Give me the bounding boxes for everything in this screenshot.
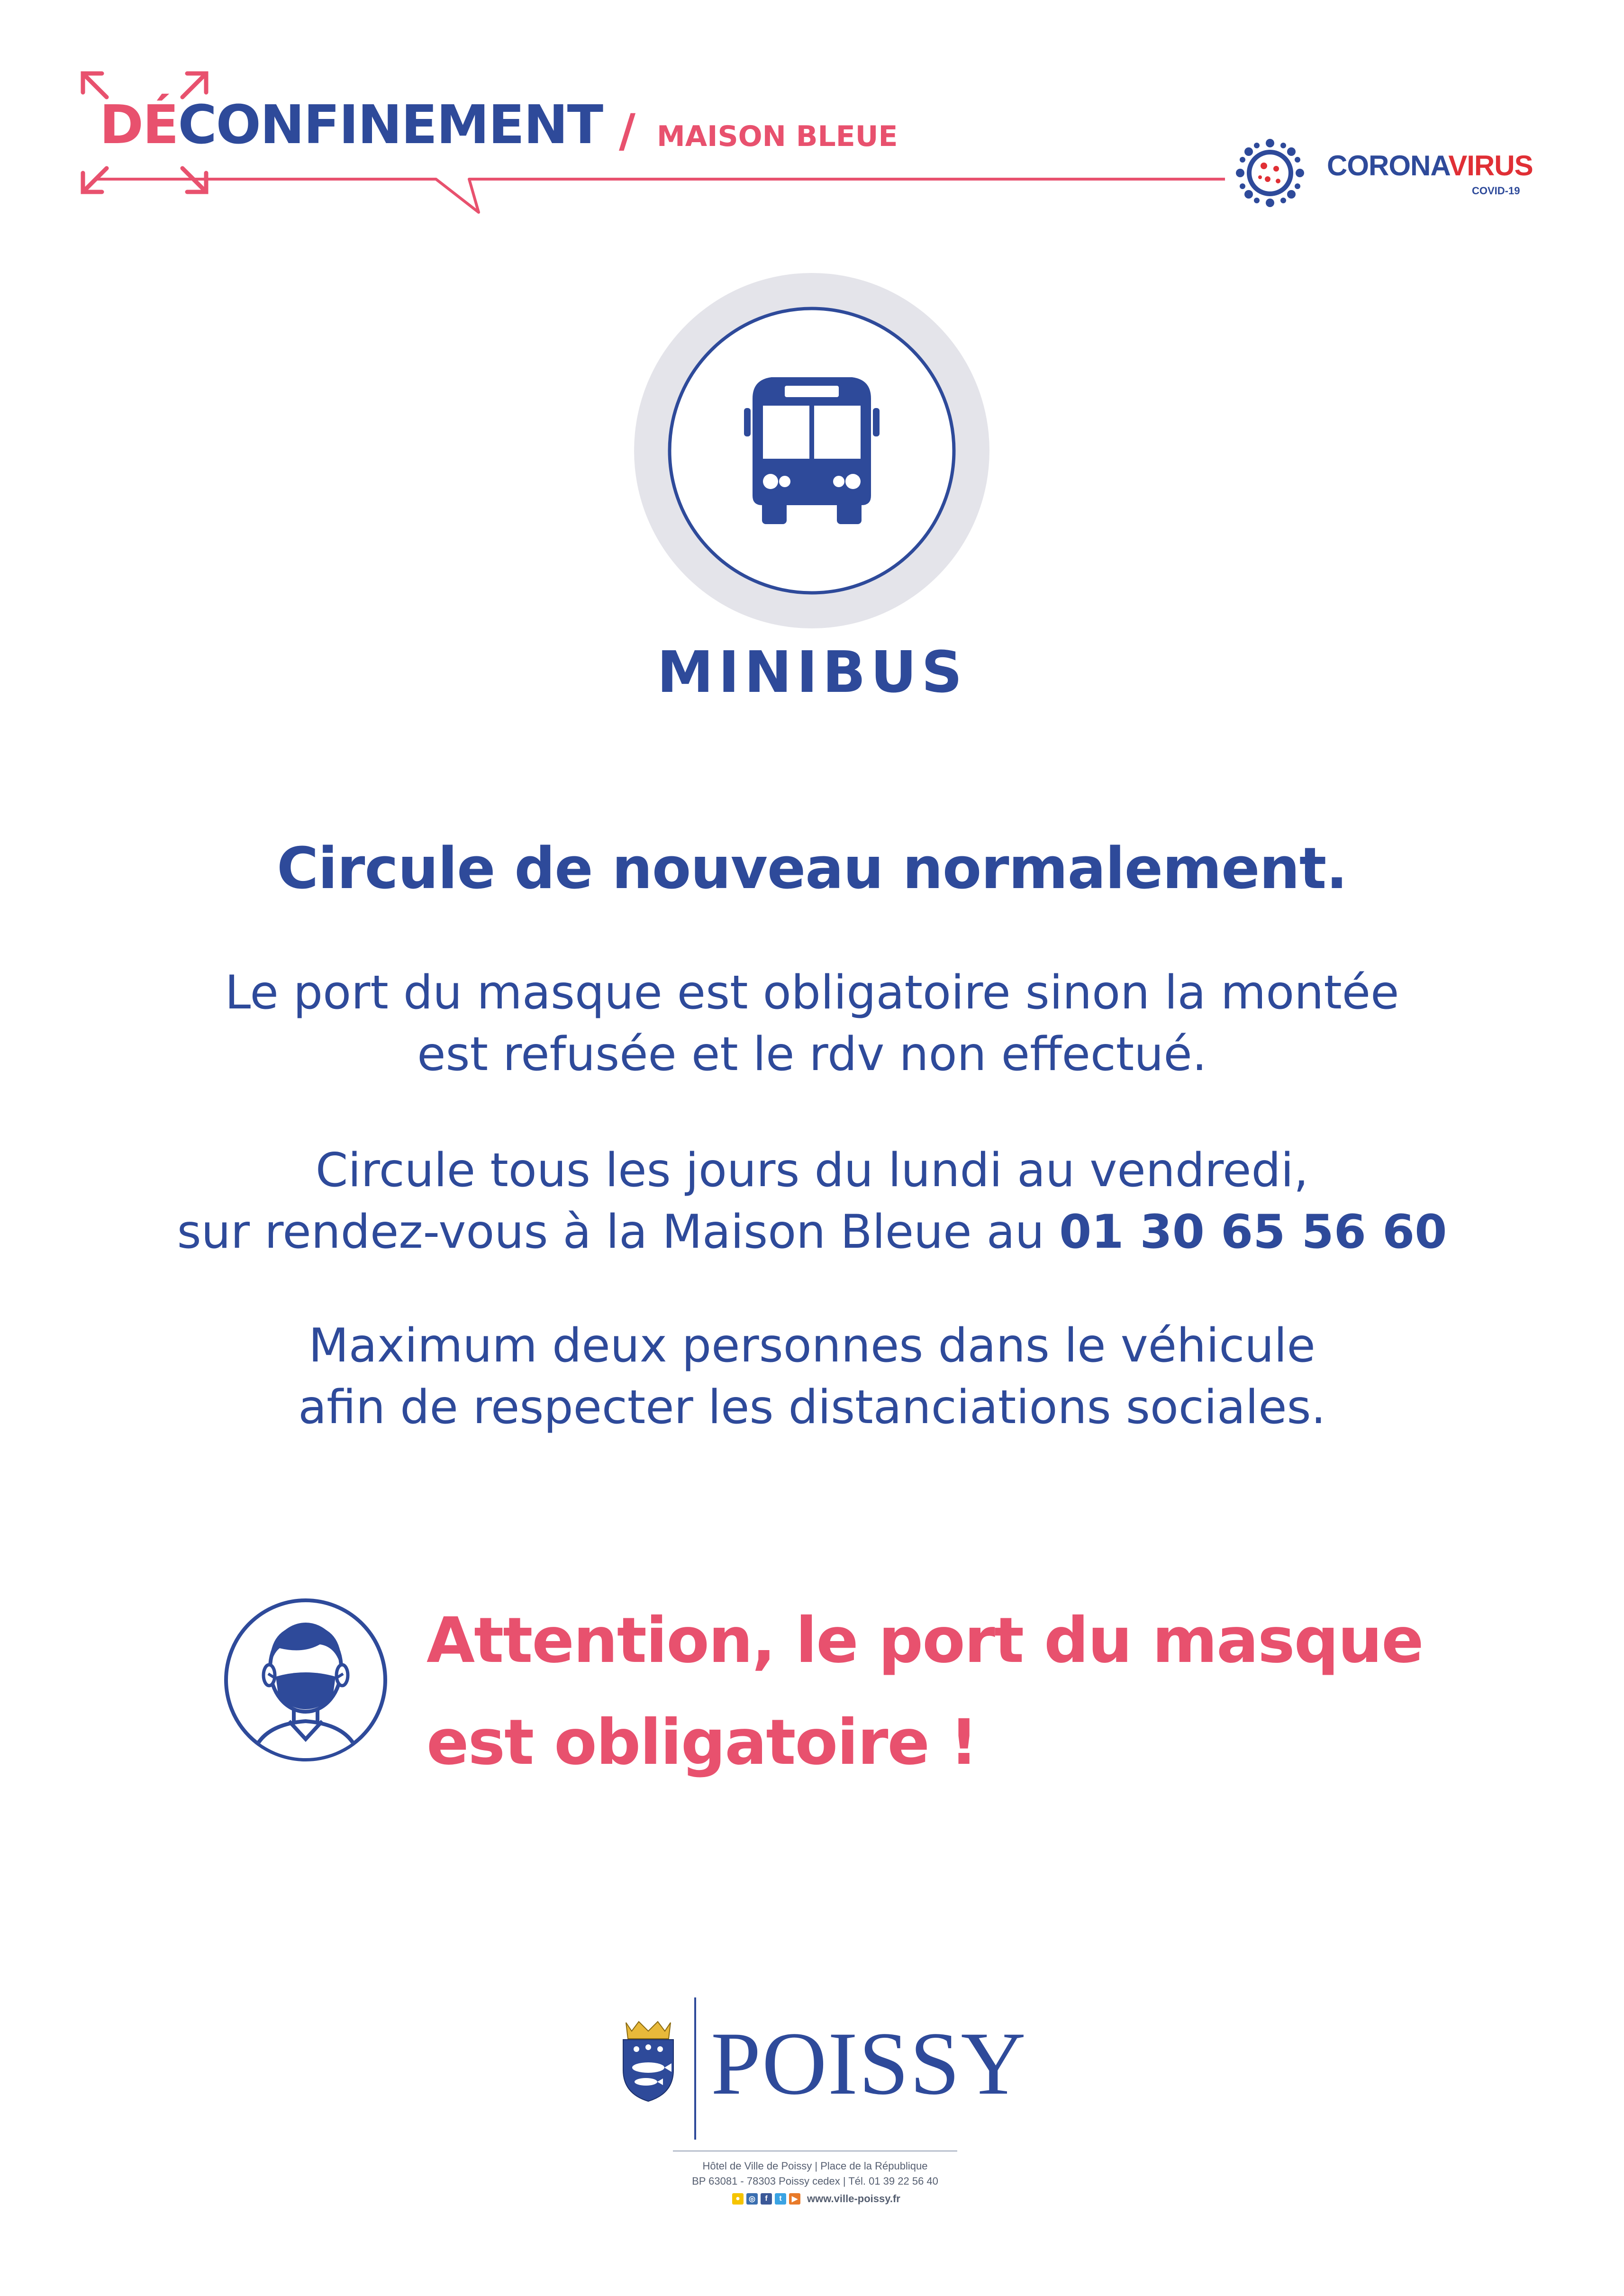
- header-title-accent: DÉ: [100, 94, 178, 156]
- header-separator: /: [619, 104, 636, 157]
- capacity-line-1: Maximum deux personnes dans le véhicule: [308, 1319, 1316, 1373]
- twitter-icon[interactable]: t: [775, 2193, 786, 2205]
- bus-icon: [744, 377, 880, 524]
- header-title-rest: CONFINEMENT: [178, 94, 603, 156]
- website-link[interactable]: www.ville-poissy.fr: [807, 2193, 900, 2205]
- corona-sublabel: COVID-19: [1472, 185, 1520, 197]
- corona-label: [1327, 152, 1533, 180]
- youtube-icon[interactable]: ▶: [789, 2193, 800, 2205]
- warning-message: [426, 1590, 1564, 1794]
- warning-line-1: Attention, le port du masque: [426, 1604, 1423, 1677]
- capacity-paragraph: [0, 1315, 1624, 1438]
- footer-divider: [694, 1997, 696, 2140]
- schedule-line-2-text: sur rendez-vous à la Maison Bleue au: [177, 1205, 1060, 1259]
- schedule-line-1: Circule tous les jours du lundi au vendredi,: [315, 1143, 1309, 1198]
- footer-address-line-1: Hôtel de Ville de Poissy | Place de la République: [702, 2160, 928, 2172]
- mask-paragraph: [0, 962, 1624, 1085]
- footer-address-line-2: BP 63081 - 78303 Poissy cedex | Tél. 01 39 22 56 40: [692, 2175, 938, 2187]
- city-name: POISSY: [711, 2014, 1027, 2114]
- mask-line-1: Le port du masque est obligatoire sinon la montée: [225, 966, 1399, 1020]
- capacity-line-2: afin de respecter les distanciations sociales.: [298, 1380, 1326, 1434]
- bus-emblem: [634, 273, 989, 628]
- headline: Circule de nouveau normalement.: [277, 836, 1347, 902]
- poissy-crest-icon: [617, 2018, 679, 2103]
- mask-line-2: est refusée et le rdv non effectué.: [417, 1027, 1207, 1081]
- schedule-line-2: [0, 1201, 1624, 1263]
- snapchat-icon[interactable]: ●: [732, 2193, 744, 2205]
- minibus-label: MINIBUS: [657, 640, 967, 706]
- corona-label-part1: CORONA: [1327, 150, 1449, 182]
- social-row: [732, 2192, 900, 2205]
- instagram-icon[interactable]: ◎: [746, 2193, 758, 2205]
- header-subtitle: MAISON BLEUE: [657, 120, 898, 153]
- virus-icon: [1234, 137, 1306, 209]
- warning-line-2: est obligatoire !: [426, 1706, 978, 1779]
- facebook-icon[interactable]: f: [761, 2193, 772, 2205]
- masked-person-icon: [223, 1597, 389, 1763]
- schedule-paragraph: [0, 1140, 1624, 1263]
- corona-label-part2: VIRUS: [1448, 150, 1533, 182]
- phone-number: 01 30 65 56 60: [1059, 1205, 1447, 1259]
- header-underline: [0, 0, 1256, 223]
